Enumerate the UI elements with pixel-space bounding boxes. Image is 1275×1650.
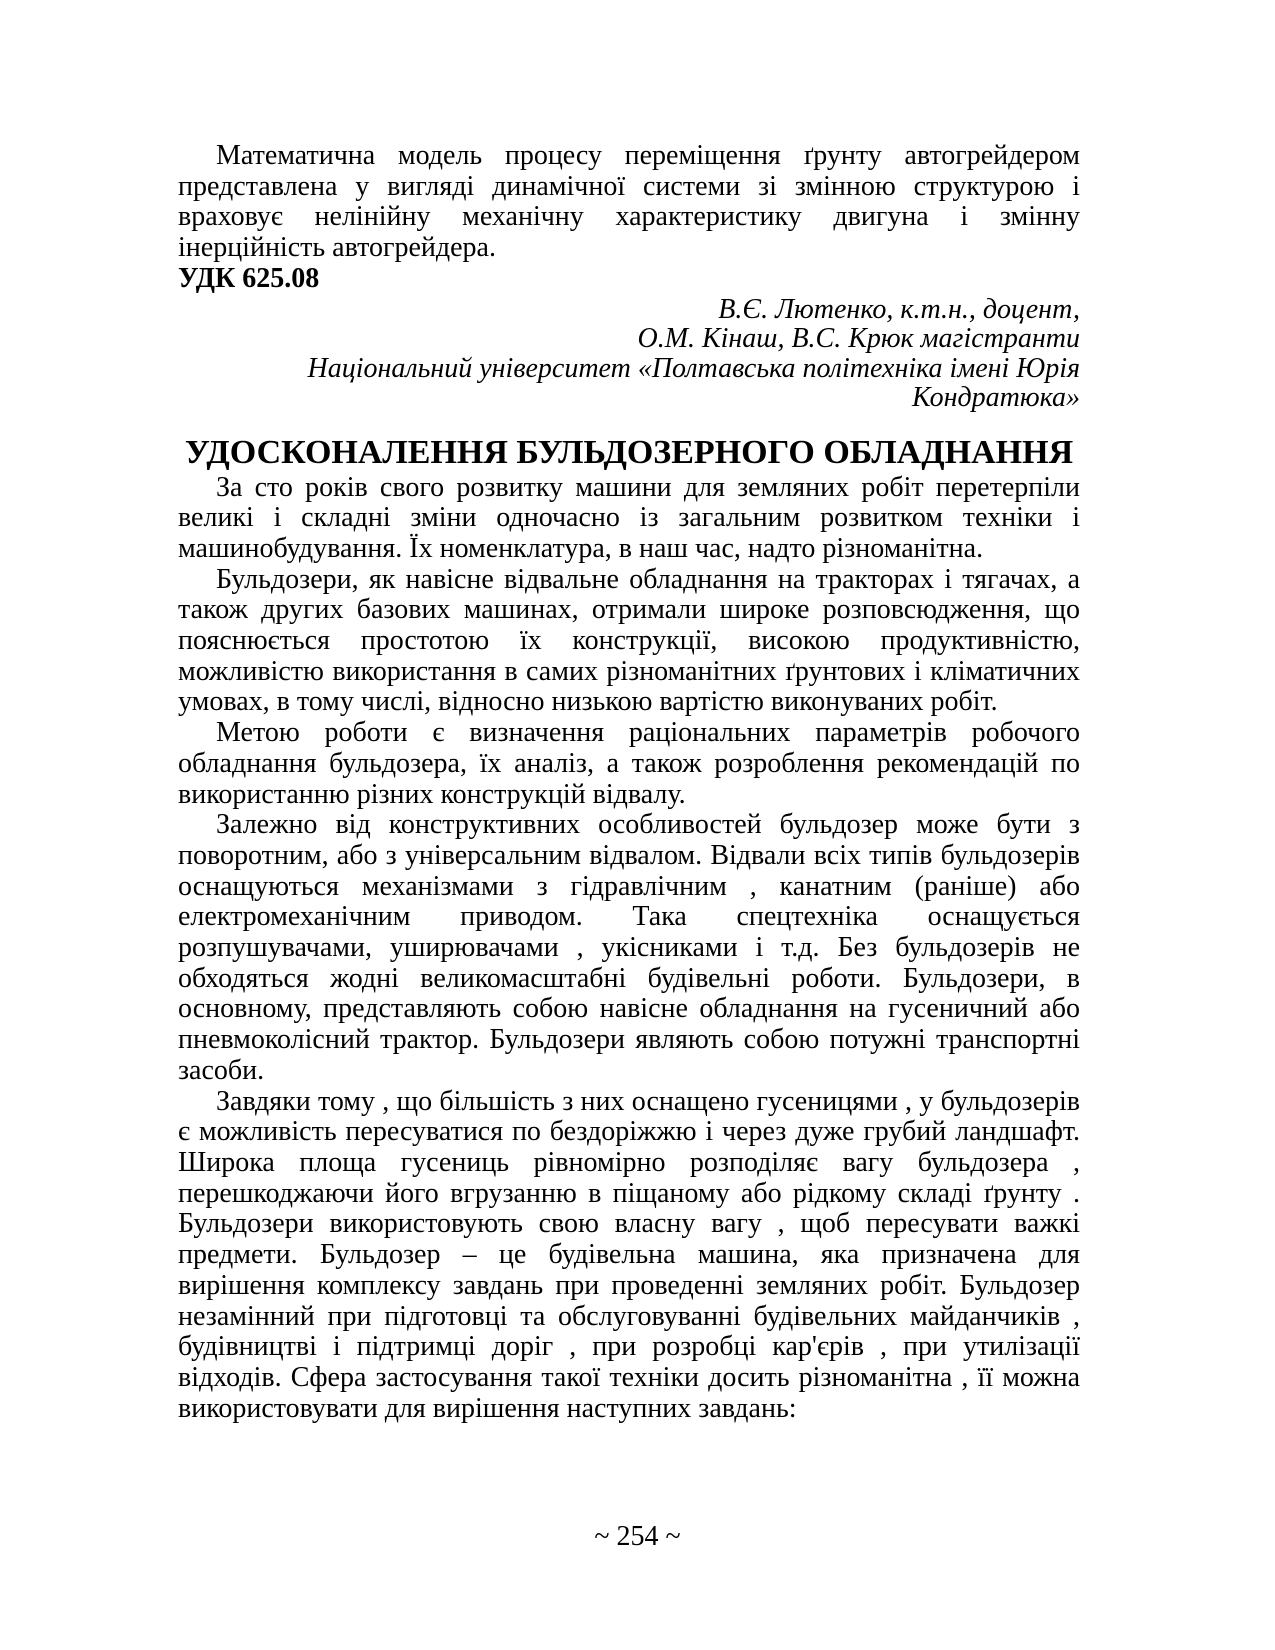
page-number: ~ 254 ~ [594, 1521, 681, 1552]
body-paragraph: Метою роботи є визначення раціональних параметрів робочого обладнання бульдозера, їх аналіз, а також розроблення рекомендацій по використанню різних конструкцій відвалу. [178, 717, 1080, 810]
intro-paragraph: Математична модель процесу переміщення ґрунту автогрейдером представлена у вигляді динамічної системи зі змінною структурою і враховує нелінійну механічну характеристику двигуна і змінну інерційність автогрейдера. [178, 140, 1080, 264]
author-line-1: В.Є. Лютенко, к.т.н., доцент, [718, 293, 1080, 325]
body-paragraph: Бульдозери, як навісне відвальне обладнання на тракторах і тягачах, а також других базових машинах, отримали широке розповсюдження, що пояснюється простотою їх конструкції, високою продуктивністю, можливістю використання в самих різноманітних ґрунтових і кліматичних умовах, в тому числі, відносно низькою вартістю виконуваних робіт. [178, 563, 1080, 718]
body-paragraph: Залежно від конструктивних особливостей бульдозер може бути з поворотним, або з універсальним відвалом. Відвали всіх типів бульдозерів оснащуються механізмами з гідравлічним , канатним (раніше) або електромеханічним приводом. Така спецтехніка оснащується розпушувачами, уширювачами , укісниками і т.д. Без бульдозерів не обходяться жодні великомасштабні будівельні роботи. Бульдозери, в основному, представляють собою навісне обладнання на гусеничний або пневмоколісний трактор. Бульдозери являють собою потужні транспортні засоби. [178, 809, 1080, 1086]
body-paragraph: Завдяки тому , що більшість з них оснащено гусеницями , у бульдозерів є можливість пересуватися по бездоріжжю і через дуже грубий ландшафт. Широка площа гусениць рівномірно розподіляє вагу бульдозера , перешкоджаючи його вгрузанню в піщаному або рідкому складі ґрунту . Бульдозери використовують свою власну вагу , щоб пересувати важкі предмети. Бульдозер – це будівельна машина, яка призначена для вирішення комплексу завдань при проведенні земляних робіт. Бульдозер незамінний при підготовці та обслуговуванні будівельних майданчиків , будівництві і підтримці доріг , при розробці кар'єрів , при утилізації відходів. Сфера застосування такої техніки досить різноманітна , її можна використовувати для вирішення наступних завдань: [178, 1085, 1080, 1424]
author-affiliation: Національний університет «Полтавська політехніка імені Юрія Кондратюка» [307, 352, 1080, 414]
body-paragraph: За сто років свого розвитку машини для земляних робіт перетерпіли великі і складні зміни одночасно із загальним розвитком техніки і машинобудування. Їх номенклатура, в наш час, надто різноманітна. [178, 471, 1080, 564]
article-title: УДОСКОНАЛЕННЯ БУЛЬДОЗЕРНОГО ОБЛАДНАННЯ [184, 433, 1074, 471]
author-block [178, 295, 1080, 413]
author-line-2: О.М. Кінаш, В.С. Крюк магістранти [637, 323, 1080, 355]
udc-label: УДК 625.08 [178, 262, 320, 294]
